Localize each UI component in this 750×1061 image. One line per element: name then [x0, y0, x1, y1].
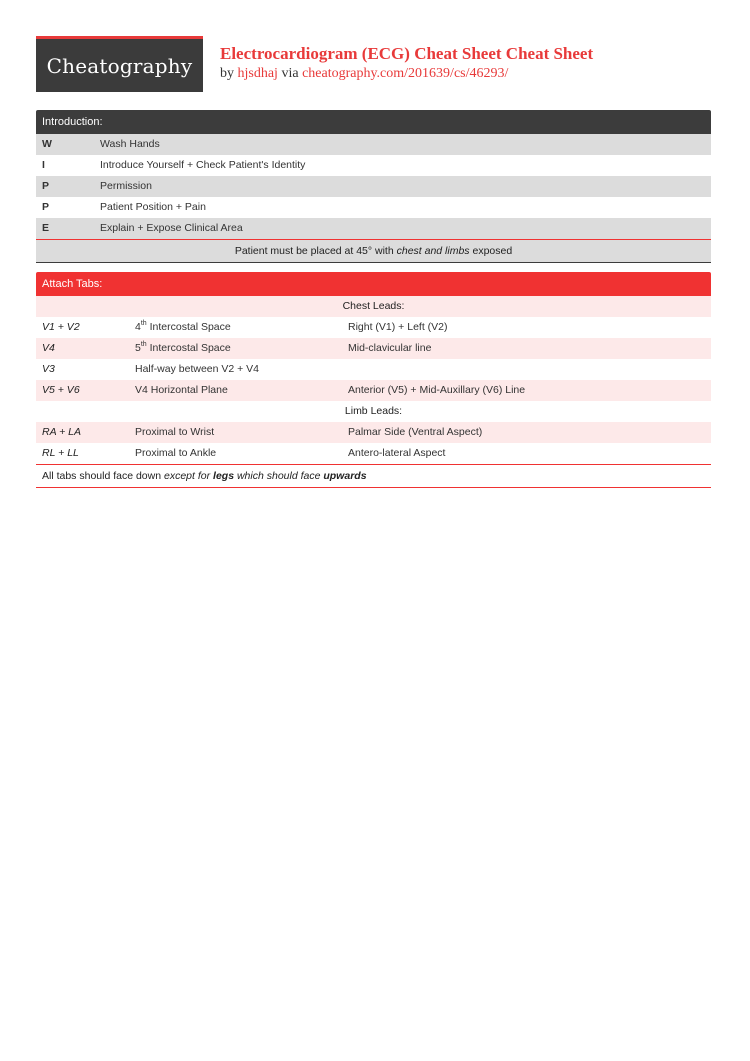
location-number: 5: [135, 342, 141, 354]
table-row: [36, 134, 711, 155]
row-key: W: [42, 138, 52, 150]
via-label: via: [281, 66, 299, 81]
location-text: Intercostal Space: [146, 321, 231, 333]
lead-detail: Palmar Side (Ventral Aspect): [348, 426, 483, 438]
row-value: Explain + Expose Clinical Area: [100, 222, 243, 234]
lead-name: V3: [42, 363, 55, 375]
row-key: P: [42, 201, 50, 213]
ordinal-suffix: th: [140, 340, 147, 348]
section-note: [36, 239, 711, 263]
ordinal-suffix: th: [140, 319, 147, 327]
lead-detail: Mid-clavicular line: [348, 342, 432, 354]
note-text: Patient must be placed at 45° with: [234, 245, 397, 257]
note-text: exposed: [469, 245, 513, 257]
table-row: [36, 317, 711, 338]
logo-text: Cheatography: [46, 53, 193, 78]
limb-leads-subheading: [36, 401, 711, 422]
lead-location: Half-way between V2 + V4: [135, 363, 260, 375]
introduction-section: [36, 110, 711, 263]
table-row: [36, 218, 711, 239]
attach-tabs-section: [36, 272, 711, 488]
lead-location: Proximal to Ankle: [135, 447, 217, 459]
subheading-text: Chest Leads:: [342, 300, 405, 312]
cheatography-logo[interactable]: [36, 36, 203, 92]
location-number: 4: [135, 321, 141, 333]
lead-name: V1 + V2: [42, 321, 80, 333]
lead-detail: Antero-lateral Aspect: [348, 447, 446, 459]
lead-detail: Right (V1) + Left (V2): [348, 321, 448, 333]
row-value: Wash Hands: [100, 138, 160, 150]
subheading-text: Limb Leads:: [344, 405, 403, 417]
row-key: E: [42, 222, 50, 234]
table-row: [36, 422, 711, 443]
lead-name: V4: [42, 342, 55, 354]
note-strong: legs: [213, 470, 235, 482]
table-row: [36, 359, 711, 380]
table-row: [36, 155, 711, 176]
section-note: [36, 464, 711, 488]
lead-location: [135, 317, 348, 338]
lead-location: [135, 338, 348, 359]
chest-leads-subheading: [36, 296, 711, 317]
lead-detail: [348, 359, 711, 380]
row-value: Introduce Yourself + Check Patient's Identity: [100, 159, 306, 171]
table-row: [36, 197, 711, 218]
by-label: by: [220, 66, 234, 81]
lead-location: Proximal to Wrist: [135, 426, 215, 438]
note-text: All tabs should face down: [42, 470, 164, 482]
note-emphasis: which should face: [234, 470, 324, 482]
note-strong: upwards: [323, 470, 367, 482]
table-row: [36, 443, 711, 464]
row-key: P: [42, 180, 50, 192]
note-emphasis: except for: [164, 470, 214, 482]
author-link[interactable]: hjsdhaj: [237, 66, 278, 81]
table-row: [36, 380, 711, 401]
table-row: [36, 338, 711, 359]
lead-detail: Anterior (V5) + Mid-Auxillary (V6) Line: [348, 384, 526, 396]
sheet-url-link[interactable]: cheatography.com/201639/cs/46293/: [302, 66, 509, 81]
row-key: I: [42, 159, 45, 171]
section-heading: Introduction:: [36, 110, 711, 134]
lead-name: V5 + V6: [42, 384, 80, 396]
page-title: Electrocardiogram (ECG) Cheat Sheet Cheat Sheet: [220, 44, 594, 63]
row-value: Patient Position + Pain: [100, 201, 206, 213]
lead-name: RL + LL: [42, 447, 79, 459]
title-block: [220, 44, 593, 83]
lead-location: V4 Horizontal Plane: [135, 384, 228, 396]
section-heading: Attach Tabs:: [36, 272, 711, 296]
lead-name: RA + LA: [42, 426, 82, 438]
note-emphasis: chest and limbs: [396, 245, 470, 257]
location-text: Intercostal Space: [146, 342, 231, 354]
row-value: Permission: [100, 180, 152, 192]
byline: [220, 65, 593, 83]
table-row: [36, 176, 711, 197]
